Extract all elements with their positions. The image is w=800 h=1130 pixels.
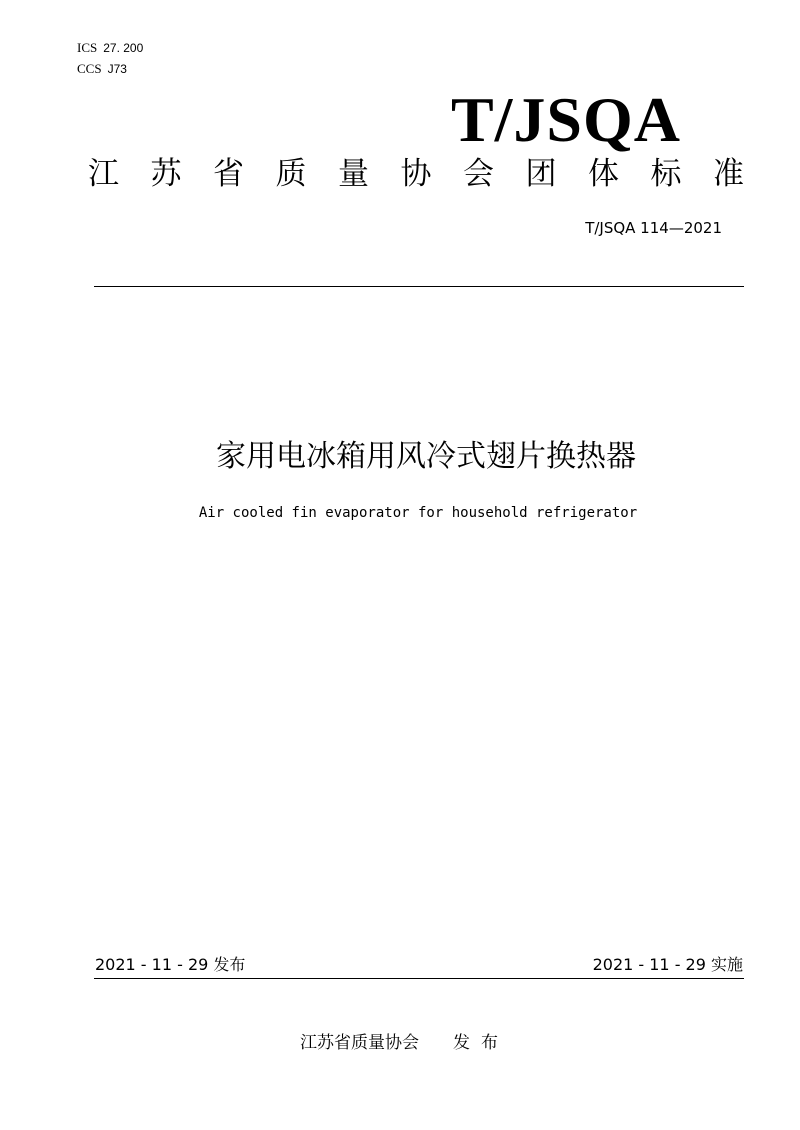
ccs-label: CCS (77, 61, 102, 76)
standard-number: T/JSQA 114—2021 (585, 219, 722, 237)
org-title-char: 江 (88, 156, 119, 192)
standard-logo: T/JSQA (450, 84, 681, 155)
implementation-date: 2021 - 11 - 29 实施 (592, 955, 743, 974)
publish-date: 2021 - 11 - 29 发布 (95, 955, 246, 974)
ics-value: 27. 200 (103, 41, 144, 55)
document-title-chinese: 家用电冰箱用风冷式翅片换热器 (216, 439, 636, 474)
org-title-char: 省 (213, 156, 244, 192)
org-title-char: 会 (463, 156, 494, 192)
footer-divider (94, 978, 744, 979)
organization-title (88, 154, 744, 194)
org-title-char: 标 (650, 156, 682, 192)
ics-code (77, 40, 143, 56)
ccs-value: J73 (107, 62, 127, 76)
publish-action: 发布 (453, 1033, 509, 1053)
header-divider (94, 286, 744, 287)
org-title-char: 体 (588, 156, 619, 192)
ccs-code (77, 61, 127, 77)
publisher-line (300, 1032, 509, 1054)
publisher-name: 江苏省质量协会 (300, 1033, 419, 1053)
org-title-char: 质 (275, 156, 307, 192)
org-title-char: 苏 (150, 156, 182, 192)
document-title-english: Air cooled fin evaporator for household refrigerator (198, 505, 638, 521)
org-title-char: 量 (338, 156, 369, 192)
org-title-char: 协 (400, 156, 432, 192)
org-title-char: 准 (713, 156, 744, 192)
org-title-char: 团 (525, 156, 557, 192)
ics-label: ICS (77, 40, 98, 55)
